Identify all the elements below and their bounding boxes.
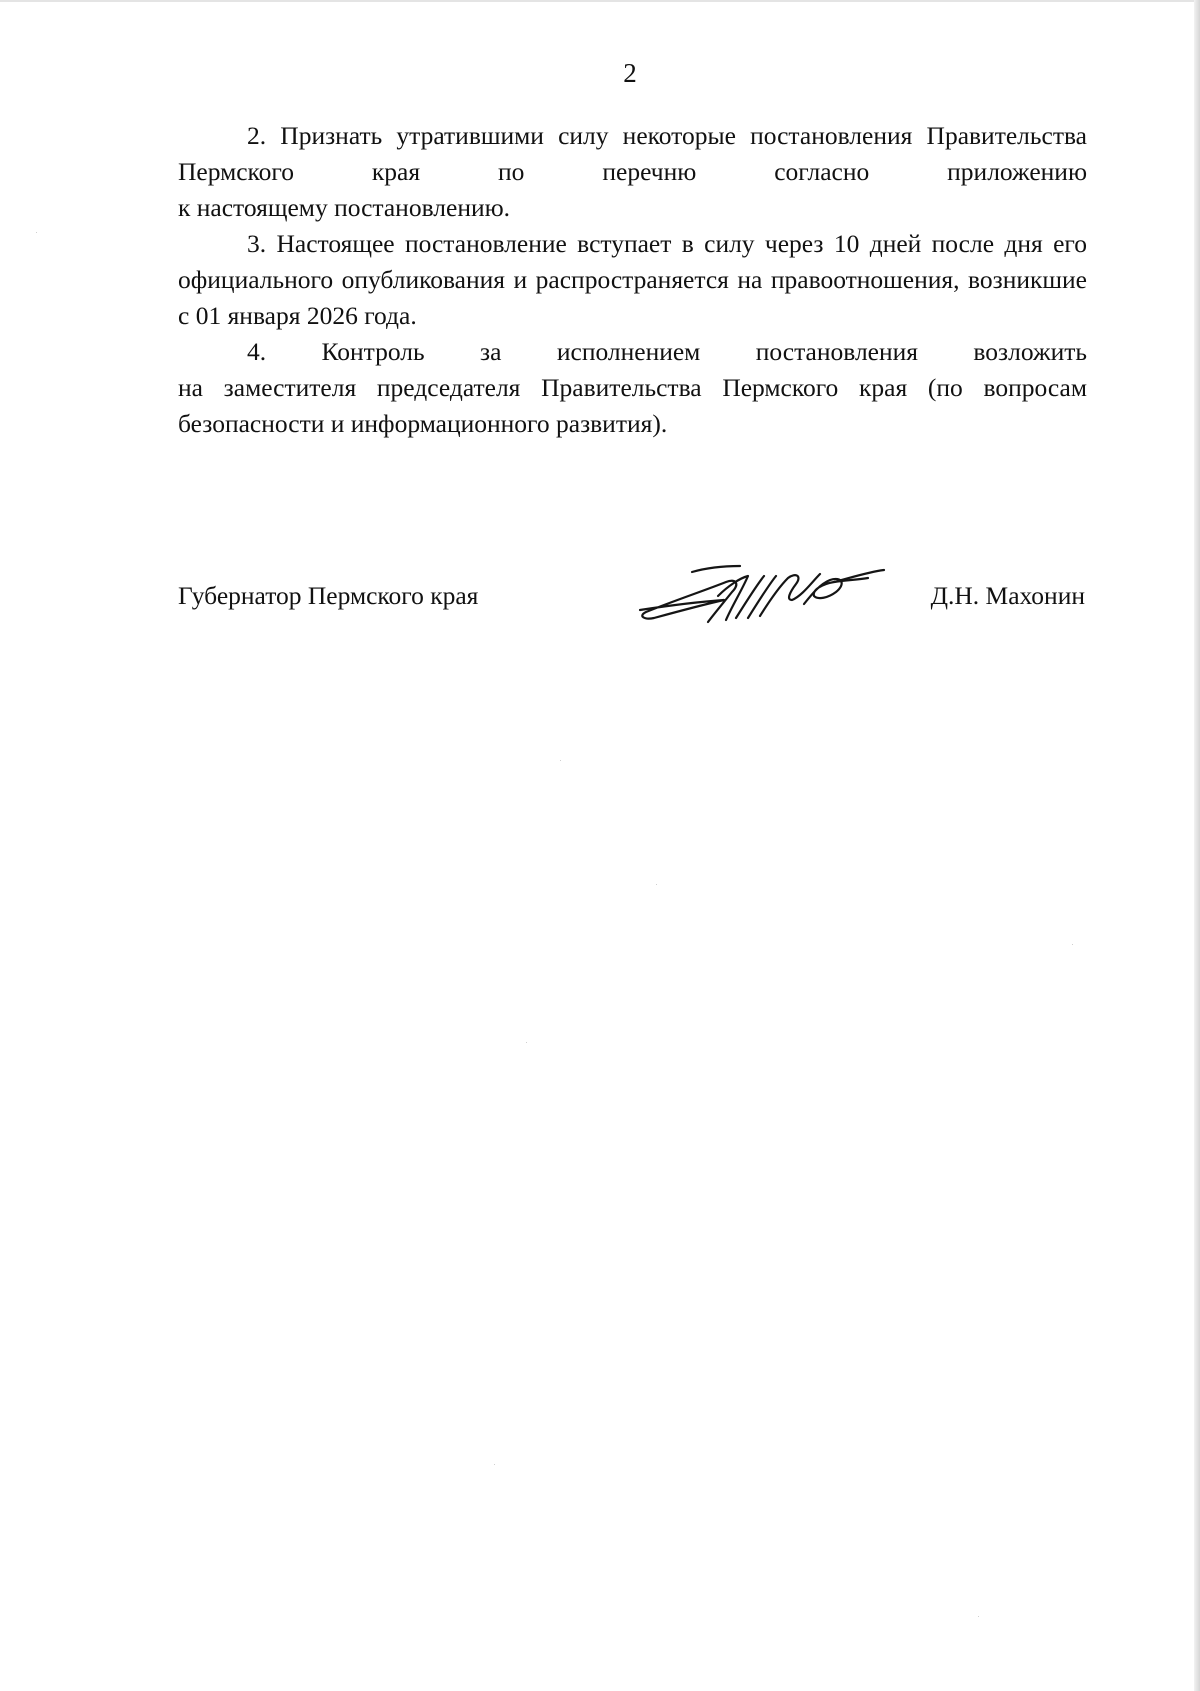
scan-speck	[560, 760, 561, 761]
scan-edge-top	[0, 0, 1200, 2]
scan-speck	[494, 1464, 495, 1465]
scan-speck	[978, 1616, 979, 1617]
paragraph-2-tail: к настоящему постановлению.	[178, 193, 511, 222]
signer-name: Д.Н. Махонин	[930, 581, 1085, 610]
scan-speck	[1072, 944, 1073, 945]
page-number: 2	[623, 58, 637, 88]
handwritten-signature	[636, 560, 886, 626]
document-body	[178, 118, 1087, 442]
scan-edge-right	[1194, 0, 1200, 1691]
paragraph-2-main: 2. Признать утратившими силу некоторые постановления Правительства Пермского края по перечню согласно приложению	[178, 121, 1087, 186]
paragraph-4-main: 4. Контроль за исполнением постановления возложить	[247, 337, 1087, 366]
paragraph-4-tail: на заместителя председателя Правительства Пермского края (по вопросам безопасности и информационного развития).	[178, 373, 1087, 438]
scan-speck	[526, 1042, 527, 1043]
scan-speck	[656, 884, 657, 885]
signatory-position: Губернатор Пермского края	[178, 581, 479, 610]
scan-speck	[36, 232, 37, 233]
paragraph-3: 3. Настоящее постановление вступает в силу через 10 дней после дня его официального опубликования и распространяется на правоотношения, возникшие с 01 января 2026 года.	[178, 229, 1087, 330]
